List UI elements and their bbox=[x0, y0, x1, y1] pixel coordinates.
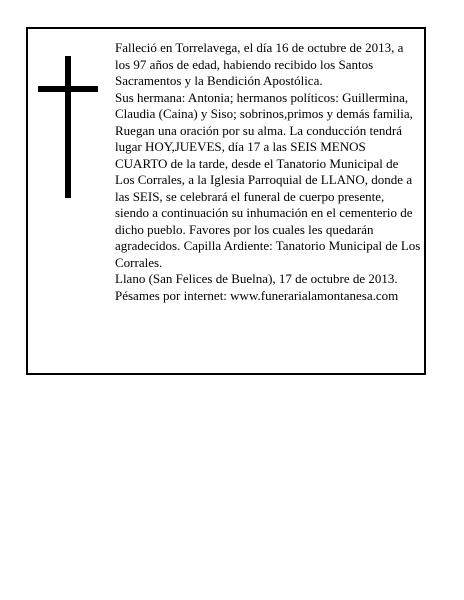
notice-body bbox=[115, 40, 421, 304]
condolences-website: Pésames por internet: www.funerarialamontanesa.com bbox=[115, 287, 399, 303]
funeral-details: Ruegan una oración por su alma. La conducción tendrá lugar HOY,JUEVES, día 17 a las SEIS MENOS CUARTO de la tarde, desde el Tanatorio Municipal de Los Corrales, a la Iglesia Parroquial de LLANO, donde a las SEIS, se celebrará el funeral de cuerpo presente, siendo a continuación su inhumación en el cementerio de dicho pueblo. Favores por los cuales les quedarán agradecidos. Capilla Ardiente: Tanatorio Municipal de Los Corrales. bbox=[115, 122, 421, 270]
cross-horizontal-bar bbox=[38, 86, 98, 92]
cross-vertical-bar bbox=[65, 56, 71, 198]
family-list: Sus hermana: Antonia; hermanos políticos: Guillermina, Claudia (Caina) y Siso; sobrinos,primos y demás familia, bbox=[115, 89, 413, 121]
obituary-notice bbox=[26, 27, 426, 375]
death-announcement: Falleció en Torrelavega, el día 16 de octubre de 2013, a los 97 años de edad, habiendo recibido los Santos Sacramentos y la Bendición Apostólica. bbox=[115, 40, 404, 88]
place-date: Llano (San Felices de Buelna), 17 de octubre de 2013. bbox=[115, 271, 398, 286]
latin-cross-icon bbox=[38, 56, 98, 201]
